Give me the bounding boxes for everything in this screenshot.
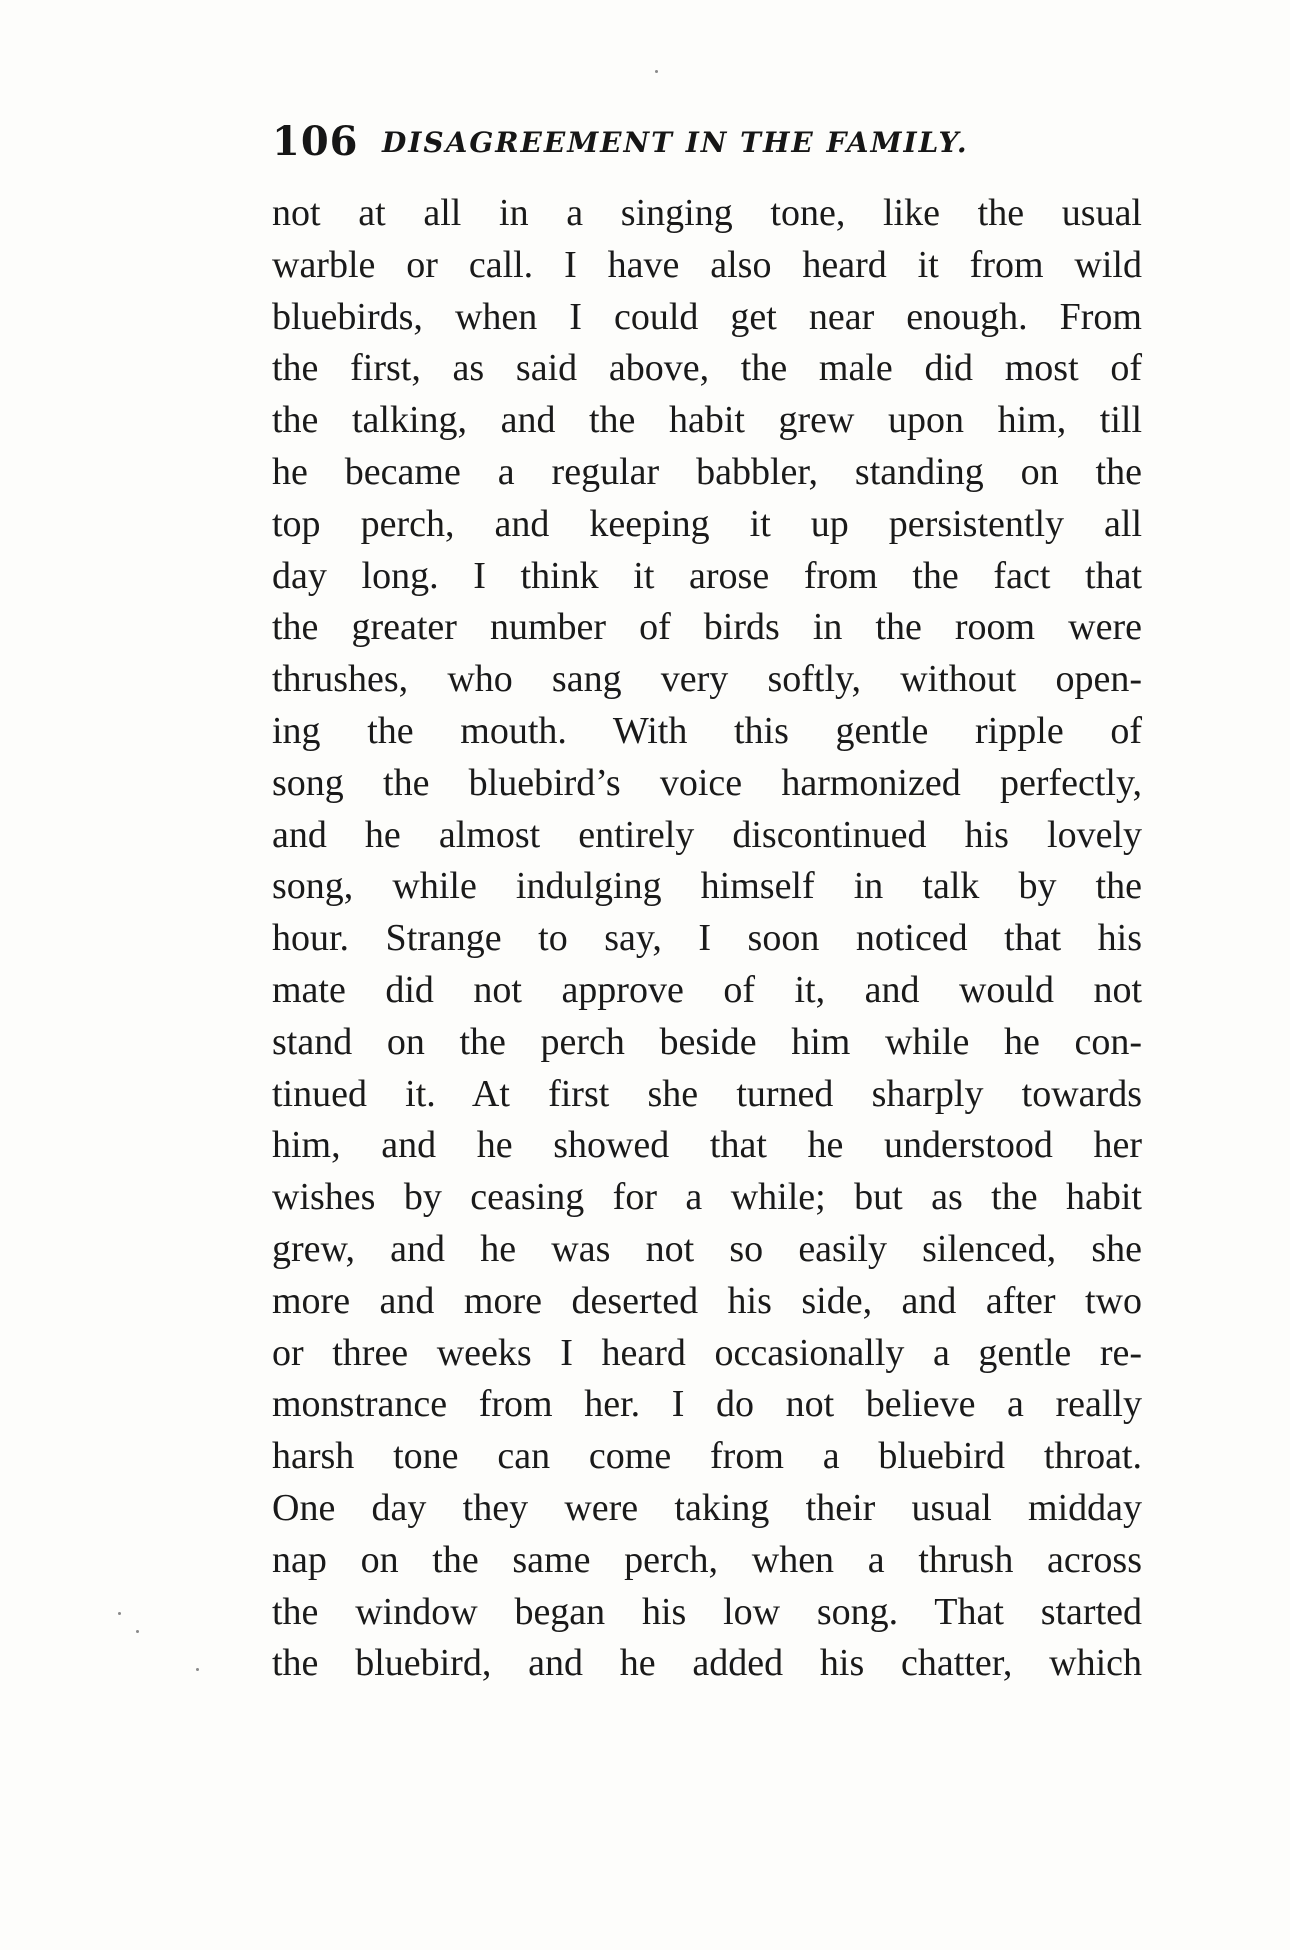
text-line: and he almost entirely discontinued his lovely <box>272 813 1142 856</box>
scan-speck <box>655 70 658 73</box>
text-line: top perch, and keeping it up persistently all <box>272 502 1142 545</box>
text-line: monstrance from her. I do not believe a really <box>272 1383 1142 1426</box>
text-line: not at all in a singing tone, like the usual <box>272 192 1142 234</box>
text-line: stand on the perch beside him while he con- <box>272 1020 1142 1063</box>
page-number: 106 <box>272 118 359 165</box>
text-line: the talking, and the habit grew upon him, till <box>272 399 1142 442</box>
body-text <box>272 188 1142 1690</box>
text-line: the bluebird, and he added his chatter, which <box>272 1642 1142 1685</box>
running-title: DISAGREEMENT IN THE FAMILY. <box>382 126 969 159</box>
scan-speck <box>118 1612 121 1615</box>
text-line: warble or call. I have also heard it from wild <box>272 243 1142 286</box>
text-line: he became a regular babbler, standing on the <box>272 450 1142 493</box>
text-line: day long. I think it arose from the fact that <box>272 554 1142 597</box>
text-line: wishes by ceasing for a while; but as the habit <box>272 1176 1142 1219</box>
text-line: thrushes, who sang very softly, without open- <box>272 658 1142 701</box>
running-head <box>272 118 1142 178</box>
text-line: harsh tone can come from a bluebird throat. <box>272 1435 1142 1478</box>
text-line: grew, and he was not so easily silenced, she <box>272 1227 1142 1270</box>
text-line: One day they were taking their usual midday <box>272 1486 1142 1529</box>
text-line: more and more deserted his side, and after two <box>272 1279 1142 1322</box>
text-line: song the bluebird’s voice harmonized perfectly, <box>272 761 1142 804</box>
text-line: hour. Strange to say, I soon noticed that his <box>272 917 1142 960</box>
scan-speck <box>136 1630 139 1633</box>
scan-speck <box>196 1668 199 1671</box>
text-line: the window began his low song. That started <box>272 1590 1142 1633</box>
text-line: bluebirds, when I could get near enough. From <box>272 295 1142 338</box>
text-line: nap on the same perch, when a thrush across <box>272 1538 1142 1581</box>
text-line: tinued it. At first she turned sharply towards <box>272 1072 1142 1115</box>
text-line: mate did not approve of it, and would not <box>272 968 1142 1011</box>
text-line: him, and he showed that he understood her <box>272 1124 1142 1167</box>
text-line: ing the mouth. With this gentle ripple of <box>272 709 1142 752</box>
text-line: song, while indulging himself in talk by the <box>272 865 1142 908</box>
text-line: the first, as said above, the male did most of <box>272 347 1142 390</box>
text-line: the greater number of birds in the room were <box>272 606 1142 649</box>
text-line: or three weeks I heard occasionally a gentle re- <box>272 1331 1142 1374</box>
